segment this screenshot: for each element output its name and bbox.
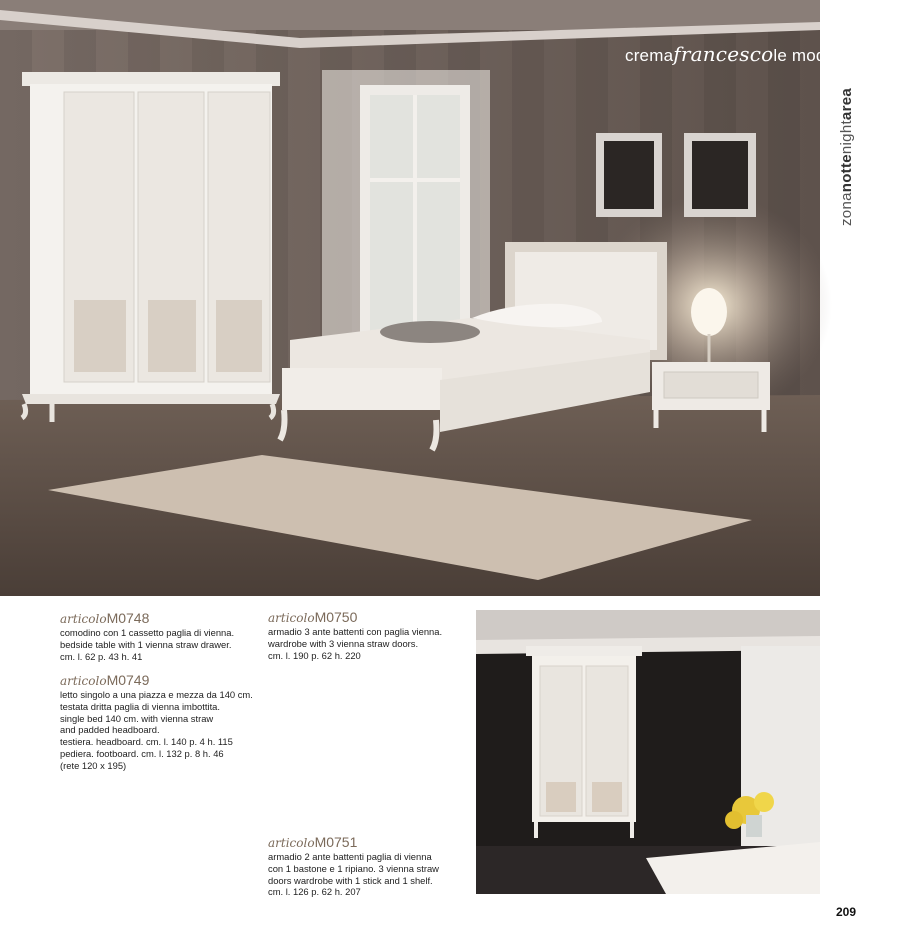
item-m0748 [60, 610, 234, 662]
section-label [838, 88, 855, 226]
brand-post: le modé [773, 46, 836, 65]
item-m0751 [268, 834, 439, 898]
wardrobe-photo [476, 610, 820, 894]
section-part-notte: notte [838, 154, 855, 193]
item-code: articoloM0750 [268, 609, 358, 625]
item-description: letto singolo a una piazza e mezza da 140 cm. testata dritta paglia di vienna imbottita. single bed 140 cm. with vienna straw and padded headboard. testiera. headboard. cm. l. 140 p. 4 h. 115 pediera. footboard. cm. l. 132 p. 8 h. 46 (rete 120 x 195) [60, 689, 253, 771]
item-description: armadio 2 ante battenti paglia di vienna con 1 bastone e 1 ripiano. 3 vienna straw doors wardrobe with 1 stick and 1 shelf. cm. l. 126 p. 62 h. 207 [268, 851, 439, 898]
item-code: articoloM0748 [60, 610, 150, 626]
item-m0749 [60, 672, 253, 772]
section-part-zona: zona [838, 192, 855, 226]
section-part-area: area [838, 87, 855, 121]
item-code: articoloM0751 [268, 834, 358, 850]
item-code: articoloM0749 [60, 672, 150, 688]
brand-script: francesco [673, 42, 774, 66]
item-description: armadio 3 ante battenti con paglia vienna. wardrobe with 3 vienna straw doors. cm. l. 190 p. 62 h. 220 [268, 626, 443, 661]
brand-pre: crema [625, 46, 674, 65]
section-part-night: night [838, 120, 855, 155]
page-number: 209 [836, 905, 857, 919]
brand-logo [625, 42, 835, 66]
item-description: comodino con 1 cassetto paglia di vienna. bedside table with 1 vienna straw drawer. cm. l. 62 p. 43 h. 41 [60, 627, 235, 662]
item-m0750 [268, 609, 442, 661]
